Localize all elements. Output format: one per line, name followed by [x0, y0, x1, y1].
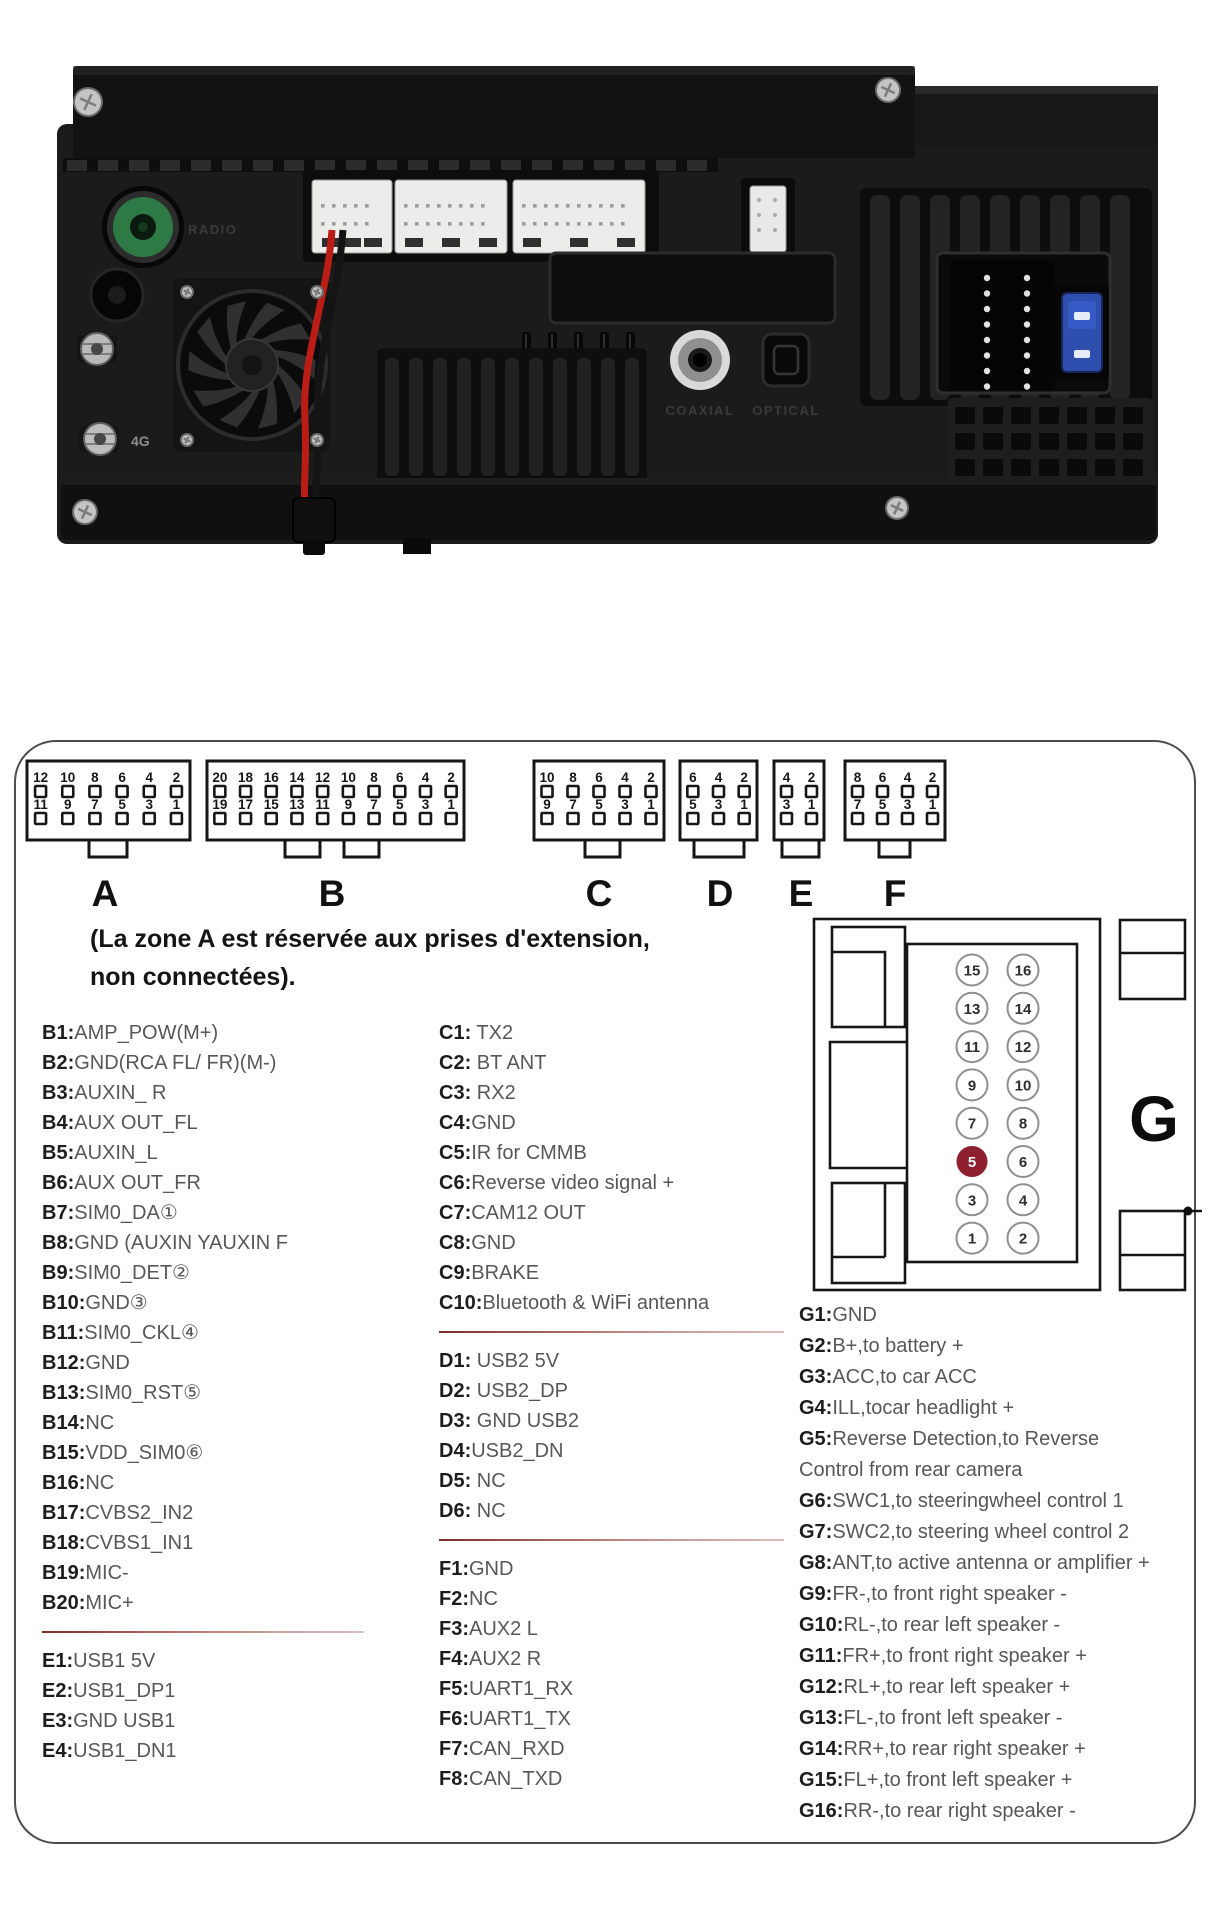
- g-pin-6: [1008, 1146, 1039, 1177]
- svg-text:11: 11: [33, 797, 48, 812]
- pin-row-G7: G7:SWC2,to steering wheel control 2: [799, 1521, 1130, 1543]
- svg-text:1: 1: [740, 797, 748, 812]
- pin-row-D3: D3: GND USB2: [439, 1410, 580, 1432]
- svg-text:5: 5: [878, 797, 887, 812]
- pin-row-G6: G6:SWC1,to steeringwheel control 1: [799, 1490, 1124, 1512]
- pin-row-E2: E2:USB1_DP1: [42, 1680, 176, 1702]
- head-unit-rear-photo: [55, 60, 1160, 625]
- g-pin-11: [957, 1031, 988, 1062]
- svg-text:4: 4: [145, 770, 154, 785]
- pin-row-B2: B2:GND(RCA FL/ FR)(M-): [42, 1052, 277, 1074]
- f-type-connector-4g: [79, 423, 119, 455]
- svg-text:10: 10: [60, 770, 76, 785]
- svg-text:2: 2: [172, 770, 181, 785]
- pin-row-G1: G1:GND: [799, 1304, 877, 1326]
- svg-text:2: 2: [928, 770, 937, 785]
- svg-text:3: 3: [421, 797, 430, 812]
- g-pin-2: [1008, 1223, 1039, 1254]
- pin-row-B8: B8:GND (AUXIN YAUXIN F: [42, 1232, 288, 1254]
- svg-text:15: 15: [263, 797, 279, 812]
- connector-D: [680, 761, 757, 912]
- g-pin-7: [957, 1108, 988, 1139]
- svg-text:13: 13: [289, 797, 305, 812]
- radio-label: RADIO: [188, 222, 238, 237]
- svg-text:18: 18: [238, 770, 254, 785]
- connector-label-D: D: [706, 873, 734, 912]
- pin-row-E1: E1:USB1 5V: [42, 1650, 156, 1672]
- pin-row-G8: G8:ANT,to active antenna or amplifier +: [799, 1552, 1150, 1574]
- separator-line: [439, 1331, 784, 1333]
- blade-fuse: [1055, 285, 1109, 380]
- pin-row-C10: C10:Bluetooth & WiFi antenna: [439, 1292, 710, 1314]
- pin-row-B15: B15:VDD_SIM0⑥: [42, 1442, 204, 1464]
- svg-text:1: 1: [807, 797, 816, 812]
- separator-line: [42, 1631, 364, 1633]
- optical-port: [763, 334, 809, 386]
- pin-row-B17: B17:CVBS2_IN2: [42, 1502, 194, 1524]
- svg-text:19: 19: [212, 797, 228, 812]
- pin-row-G9: G9:FR-,to front right speaker -: [799, 1583, 1067, 1605]
- svg-text:2: 2: [647, 770, 655, 785]
- pin-row-G4: G4:ILL,tocar headlight +: [799, 1397, 1015, 1419]
- pin-row-B20: B20:MIC+: [42, 1592, 134, 1614]
- svg-text:16: 16: [263, 770, 279, 785]
- g-pin-4: [1008, 1184, 1039, 1215]
- pin-list-column-1: [42, 1018, 434, 1766]
- connector-label-C: C: [585, 873, 613, 912]
- pin-row-C8: C8:GND: [439, 1232, 516, 1254]
- svg-text:5: 5: [967, 1154, 977, 1171]
- svg-text:6: 6: [878, 770, 887, 785]
- pin-row-F1: F1:GND: [439, 1558, 514, 1580]
- pin-row-B10: B10:GND③: [42, 1292, 148, 1314]
- pin-row-C7: C7:CAM12 OUT: [439, 1202, 586, 1224]
- pin-row-F4: F4:AUX2 R: [439, 1648, 542, 1670]
- pin-row-C9: C9:BRAKE: [439, 1262, 540, 1284]
- pin-row-C6: C6:Reverse video signal +: [439, 1172, 675, 1194]
- pin-row-C2: C2: BT ANT: [439, 1052, 547, 1074]
- svg-text:6: 6: [118, 770, 126, 785]
- coaxial-label: COAXIAL: [665, 403, 735, 418]
- pin-row-G11: G11:FR+,to front right speaker +: [799, 1645, 1087, 1667]
- connector-label-A: A: [91, 873, 119, 912]
- small-white-connector: [741, 178, 795, 262]
- separator-line: [439, 1539, 784, 1541]
- svg-text:5: 5: [395, 797, 404, 812]
- pin-row-F5: F5:UART1_RX: [439, 1678, 574, 1700]
- g-connector-diagram: [802, 910, 1202, 1300]
- svg-text:8: 8: [370, 770, 378, 785]
- pin-row-F7: F7:CAN_RXD: [439, 1738, 565, 1760]
- pin-row-B11: B11:SIM0_CKL④: [42, 1322, 199, 1344]
- pin-row-E4: E4:USB1_DN1: [42, 1740, 177, 1762]
- connector-A: [27, 761, 190, 912]
- svg-text:12: 12: [1014, 1039, 1032, 1057]
- svg-text:9: 9: [967, 1077, 977, 1095]
- svg-text:8: 8: [569, 770, 577, 785]
- svg-text:1: 1: [447, 797, 455, 812]
- g-pin-10: [1008, 1069, 1039, 1100]
- serrated-edge: [63, 158, 718, 172]
- g-pin-13: [957, 993, 988, 1024]
- g-pin-14: [1008, 993, 1039, 1024]
- svg-text:4: 4: [903, 770, 912, 785]
- svg-text:3: 3: [903, 797, 912, 812]
- svg-text:1: 1: [172, 797, 181, 812]
- svg-text:2: 2: [740, 770, 748, 785]
- pinout-panel: [14, 740, 1196, 1844]
- svg-text:4: 4: [714, 770, 723, 785]
- pin-row-B19: B19:MIC-: [42, 1562, 129, 1584]
- g-connector-label: G: [1129, 1083, 1179, 1155]
- svg-text:9: 9: [344, 797, 353, 812]
- pin-row-F8: F8:CAN_TXD: [439, 1768, 563, 1790]
- pin-list-column-2: [439, 1018, 839, 1794]
- svg-text:14: 14: [289, 770, 305, 785]
- pin-row-C3: C3: RX2: [439, 1082, 516, 1104]
- svg-text:15: 15: [963, 962, 981, 980]
- pin-row-G13: G13:FL-,to front left speaker -: [799, 1707, 1063, 1729]
- svg-text:5: 5: [118, 797, 126, 812]
- svg-text:2: 2: [1018, 1230, 1028, 1248]
- heatsink-center: [377, 348, 647, 483]
- svg-text:11: 11: [315, 797, 330, 812]
- pin-row-G15: G15:FL+,to front left speaker +: [799, 1769, 1073, 1791]
- pin-row-B7: B7:SIM0_DA①: [42, 1202, 178, 1224]
- g-pin-3: [957, 1184, 988, 1215]
- svg-text:3: 3: [145, 797, 154, 812]
- pin-row-F2: F2:NC: [439, 1588, 498, 1610]
- pin-row-D2: D2: USB2_DP: [439, 1380, 568, 1402]
- svg-text:10: 10: [340, 770, 356, 785]
- pin-row-D4: D4:USB2_DN: [439, 1440, 564, 1462]
- pin-row-C1: C1: TX2: [439, 1022, 514, 1044]
- top-bracket: [73, 66, 915, 158]
- pin-row-G12: G12:RL+,to rear left speaker +: [799, 1676, 1071, 1698]
- svg-text:6: 6: [689, 770, 697, 785]
- svg-text:1: 1: [928, 797, 937, 812]
- svg-text:9: 9: [543, 797, 551, 812]
- pin-row-C5: C5:IR for CMMB: [439, 1142, 587, 1164]
- f-type-connector-top: [77, 333, 117, 365]
- g-pin-12: [1008, 1031, 1039, 1062]
- pin-list-column-3: [799, 1300, 1207, 1827]
- svg-text:8: 8: [1018, 1115, 1028, 1133]
- svg-text:6: 6: [395, 770, 404, 785]
- svg-text:1: 1: [967, 1230, 977, 1248]
- radio-antenna-jack: [102, 186, 184, 268]
- g-pin-16: [1008, 955, 1039, 986]
- digital-out-recess: [550, 253, 835, 323]
- pin-row-B12: B12:GND: [42, 1352, 130, 1374]
- pin-row-B6: B6:AUX OUT_FR: [42, 1172, 201, 1194]
- svg-text:4: 4: [1018, 1192, 1028, 1210]
- connector-E: [774, 761, 824, 912]
- optical-label: OPTICAL: [752, 403, 820, 418]
- pin-row-G3: G3:ACC,to car ACC: [799, 1366, 977, 1388]
- svg-text:11: 11: [964, 1039, 980, 1057]
- svg-text:2: 2: [447, 770, 455, 785]
- pin-row-F3: F3:AUX2 L: [439, 1618, 538, 1640]
- pin-row-G14: G14:RR+,to rear right speaker +: [799, 1738, 1086, 1760]
- svg-text:17: 17: [238, 797, 254, 812]
- g-pin-5: [957, 1146, 988, 1177]
- pin-row-C4: C4:GND: [439, 1112, 516, 1134]
- pin-row-B9: B9:SIM0_DET②: [42, 1262, 190, 1284]
- svg-text:4: 4: [421, 770, 430, 785]
- svg-text:14: 14: [1014, 1000, 1032, 1018]
- pin-row-B18: B18:CVBS1_IN1: [42, 1532, 194, 1554]
- svg-text:8: 8: [853, 770, 862, 785]
- connector-F: [845, 761, 945, 912]
- pin-row-G10: G10:RL-,to rear left speaker -: [799, 1614, 1061, 1636]
- pin-row-D1: D1: USB2 5V: [439, 1350, 560, 1372]
- pin-row-G2: G2:B+,to battery +: [799, 1335, 964, 1357]
- svg-text:8: 8: [91, 770, 99, 785]
- svg-text:7: 7: [569, 797, 577, 812]
- pin-row-B3: B3:AUXIN_ R: [42, 1082, 167, 1104]
- pin-row-D6: D6: NC: [439, 1500, 506, 1522]
- svg-text:3: 3: [621, 797, 629, 812]
- note-line-2: non connectées).: [90, 963, 296, 991]
- svg-text:6: 6: [595, 770, 603, 785]
- svg-text:7: 7: [91, 797, 99, 812]
- harness-connector-row: [303, 170, 659, 262]
- pin-row-B13: B13:SIM0_RST⑤: [42, 1382, 202, 1404]
- pin-row-B5: B5:AUXIN_L: [42, 1142, 158, 1164]
- 4g-label: 4G: [131, 433, 150, 449]
- pin-row-B4: B4:AUX OUT_FL: [42, 1112, 198, 1134]
- connector-row-diagram: [16, 757, 996, 912]
- svg-text:6: 6: [1018, 1154, 1028, 1171]
- pin-row-F6: F6:UART1_TX: [439, 1708, 571, 1730]
- connector-label-B: B: [318, 873, 346, 912]
- svg-text:7: 7: [967, 1115, 977, 1133]
- pin-row-G5-cont: Control from rear camera: [799, 1459, 1023, 1481]
- pin-row-B14: B14:NC: [42, 1412, 115, 1434]
- svg-text:10: 10: [1014, 1077, 1032, 1095]
- svg-text:7: 7: [853, 797, 862, 812]
- svg-text:7: 7: [370, 797, 378, 812]
- svg-text:20: 20: [212, 770, 228, 785]
- vent-grid: [948, 398, 1153, 483]
- svg-text:3: 3: [967, 1192, 977, 1210]
- connector-label-E: E: [788, 873, 814, 912]
- svg-text:3: 3: [782, 797, 791, 812]
- pin-row-G5: G5:Reverse Detection,to Reverse: [799, 1428, 1100, 1450]
- black-rca-jack: [91, 269, 143, 321]
- svg-text:3: 3: [714, 797, 723, 812]
- pin-row-B16: B16:NC: [42, 1472, 115, 1494]
- g-pin-1: [957, 1223, 988, 1254]
- svg-text:12: 12: [33, 770, 49, 785]
- connector-B: [207, 761, 464, 912]
- svg-text:9: 9: [63, 797, 72, 812]
- pin-row-E3: E3:GND USB1: [42, 1710, 176, 1732]
- svg-text:4: 4: [621, 770, 629, 785]
- g-pin-8: [1008, 1108, 1039, 1139]
- svg-text:4: 4: [782, 770, 791, 785]
- svg-text:13: 13: [963, 1000, 981, 1018]
- svg-text:5: 5: [689, 797, 697, 812]
- connector-C: [534, 761, 664, 912]
- svg-text:10: 10: [539, 770, 555, 785]
- pin-row-G16: G16:RR-,to rear right speaker -: [799, 1800, 1076, 1822]
- g-pin-15: [957, 955, 988, 986]
- pin-row-B1: B1:AMP_POW(M+): [42, 1022, 219, 1044]
- pin-row-D5: D5: NC: [439, 1470, 506, 1492]
- note-zone-a: [90, 920, 650, 996]
- svg-text:5: 5: [595, 797, 603, 812]
- coaxial-jack: [670, 330, 730, 390]
- svg-text:16: 16: [1014, 962, 1032, 980]
- svg-text:1: 1: [647, 797, 655, 812]
- svg-text:12: 12: [315, 770, 331, 785]
- connector-label-F: F: [883, 873, 907, 912]
- svg-text:2: 2: [807, 770, 816, 785]
- g-pin-9: [957, 1069, 988, 1100]
- note-line-1: (La zone A est réservée aux prises d'extension,: [90, 925, 650, 953]
